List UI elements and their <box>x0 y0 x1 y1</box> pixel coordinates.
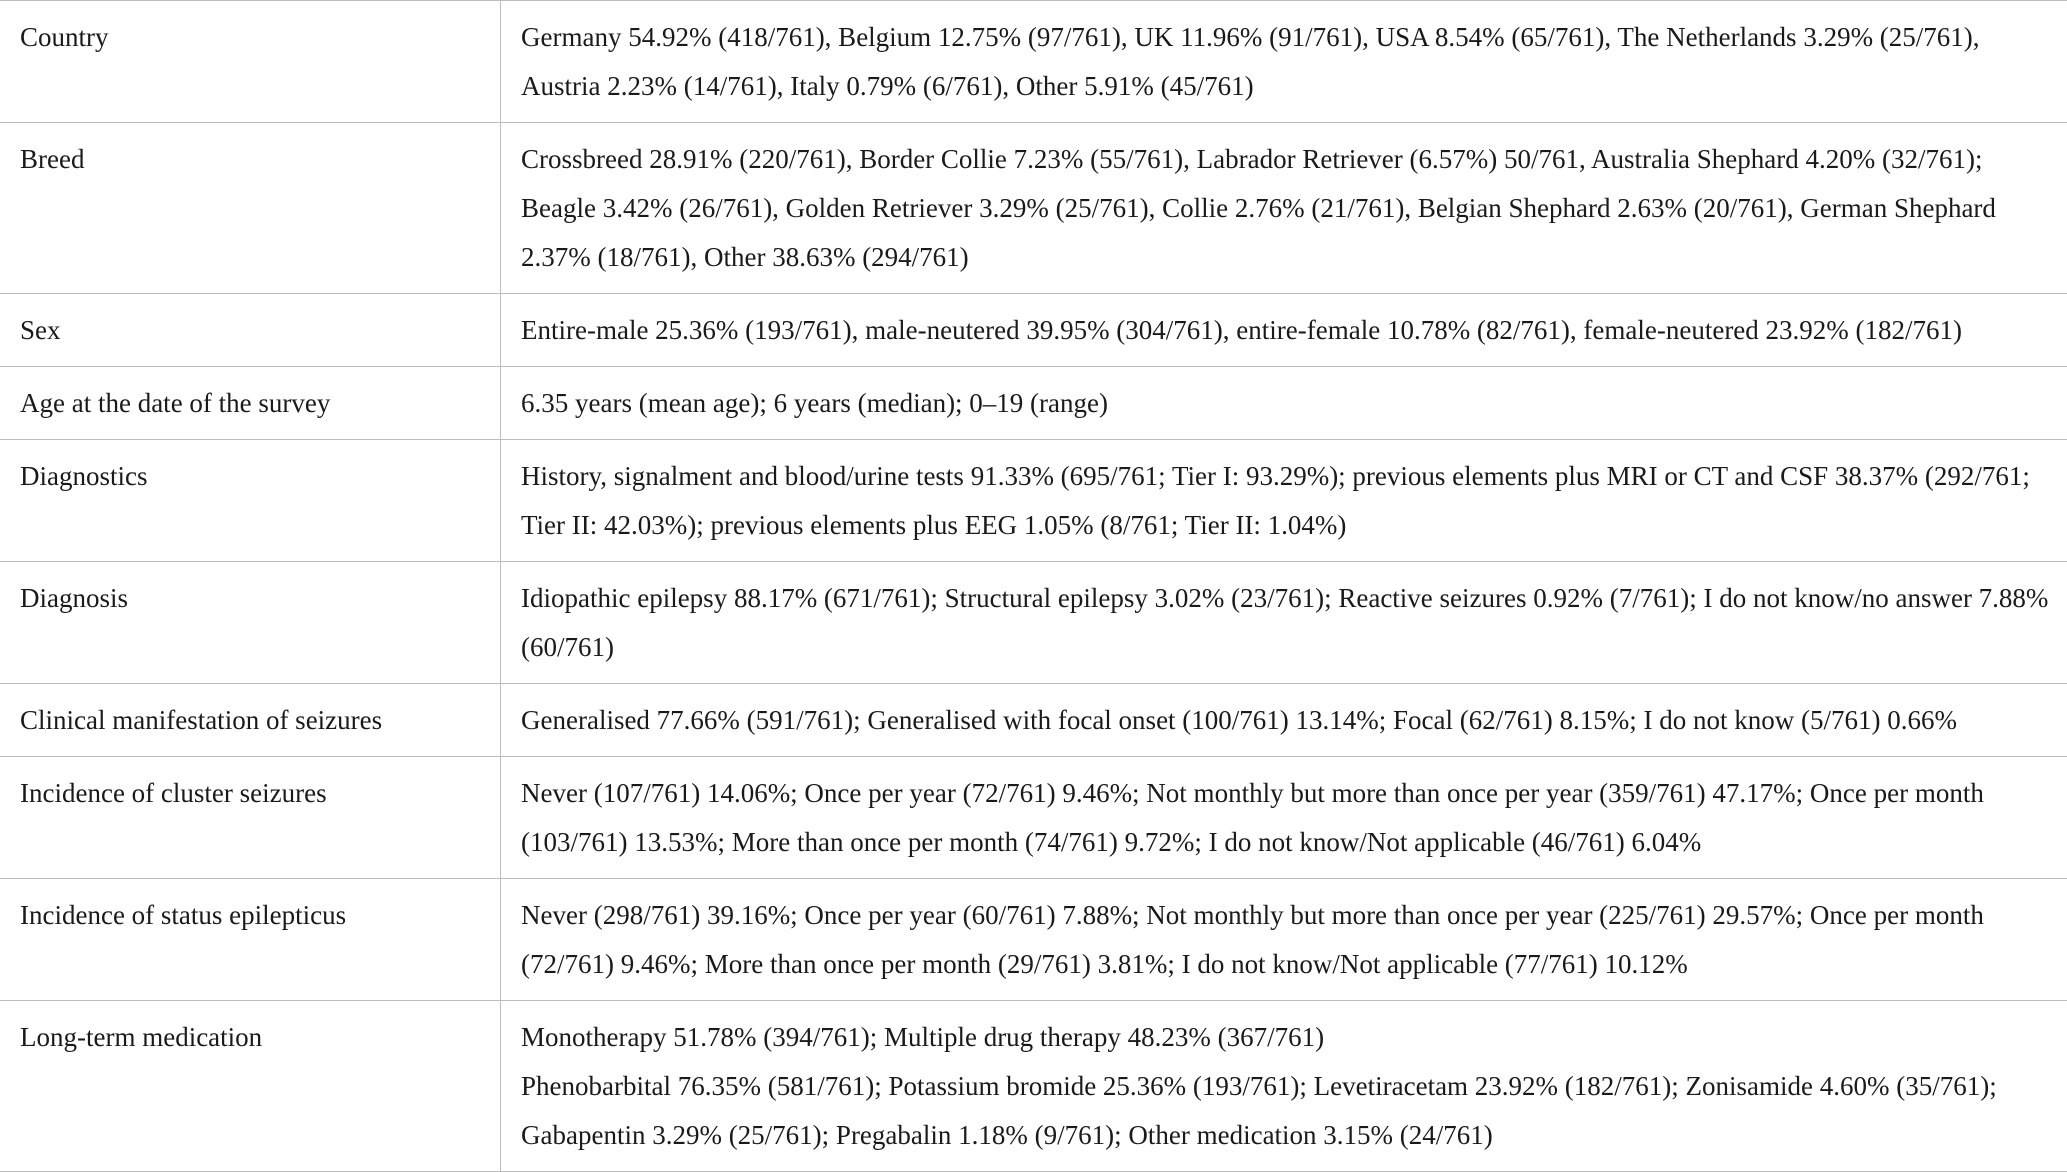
row-label: Country <box>0 1 501 123</box>
row-value <box>501 1 2067 123</box>
row-value <box>501 1001 2067 1172</box>
row-label: Age at the date of the survey <box>0 367 501 440</box>
row-label: Breed <box>0 123 501 294</box>
table-row <box>0 879 2067 1001</box>
row-value-text: History, signalment and blood/urine tests 91.33% (695/761; Tier I: 93.29%); previous elements plus MRI or CT and CSF 38.37% (292/761; Tier II: 42.03%); previous elements plus EEG 1.05% (8/761; Tier II: 1.04%) <box>521 452 2049 550</box>
table-row <box>0 1001 2067 1172</box>
table-row <box>0 684 2067 757</box>
row-value <box>501 562 2067 684</box>
table-row <box>0 294 2067 367</box>
row-value <box>501 684 2067 757</box>
table-row <box>0 123 2067 294</box>
table-row <box>0 757 2067 879</box>
row-label: Incidence of status epilepticus <box>0 879 501 1001</box>
row-value-text: Generalised 77.66% (591/761); Generalised with focal onset (100/761) 13.14%; Focal (62/761) 8.15%; I do not know (5/761) 0.66% <box>521 696 2049 745</box>
table-row <box>0 1 2067 123</box>
row-value <box>501 294 2067 367</box>
table-row <box>0 367 2067 440</box>
row-label: Incidence of cluster seizures <box>0 757 501 879</box>
row-value-text: Never (298/761) 39.16%; Once per year (60/761) 7.88%; Not monthly but more than once per year (225/761) 29.57%; Once per month (72/761) 9.46%; More than once per month (29/761) 3.81%; I do not know/Not applicable (77/761) 10.12% <box>521 891 2049 989</box>
row-value <box>501 440 2067 562</box>
row-label: Diagnosis <box>0 562 501 684</box>
row-value-text: Crossbreed 28.91% (220/761), Border Collie 7.23% (55/761), Labrador Retriever (6.57%) 50/761, Australia Shephard 4.20% (32/761); Beagle 3.42% (26/761), Golden Retriever 3.29% (25/761), Collie 2.76% (21/761), Belgian Shephard 2.63% (20/761), German Shephard 2.37% (18/761), Other 38.63% (294/761) <box>521 135 2049 282</box>
row-value-text: 6.35 years (mean age); 6 years (median); 0–19 (range) <box>521 379 2049 428</box>
row-value-text: Never (107/761) 14.06%; Once per year (72/761) 9.46%; Not monthly but more than once per year (359/761) 47.17%; Once per month (103/761) 13.53%; More than once per month (74/761) 9.72%; I do not know/Not applicable (46/761) 6.04% <box>521 769 2049 867</box>
table-row <box>0 562 2067 684</box>
row-value-text: Phenobarbital 76.35% (581/761); Potassium bromide 25.36% (193/761); Levetiracetam 23.92% (182/761); Zonisamide 4.60% (35/761); Gabapentin 3.29% (25/761); Pregabalin 1.18% (9/761); Other medication 3.15% (24/761) <box>521 1062 2049 1160</box>
table-row <box>0 440 2067 562</box>
row-value-text: Entire-male 25.36% (193/761), male-neutered 39.95% (304/761), entire-female 10.78% (82/761), female-neutered 23.92% (182/761) <box>521 306 2049 355</box>
row-value <box>501 879 2067 1001</box>
row-value-text: Monotherapy 51.78% (394/761); Multiple drug therapy 48.23% (367/761) <box>521 1013 2049 1062</box>
row-value <box>501 367 2067 440</box>
row-label: Sex <box>0 294 501 367</box>
row-value-text: Germany 54.92% (418/761), Belgium 12.75% (97/761), UK 11.96% (91/761), USA 8.54% (65/761), The Netherlands 3.29% (25/761), Austria 2.23% (14/761), Italy 0.79% (6/761), Other 5.91% (45/761) <box>521 13 2049 111</box>
row-label: Clinical manifestation of seizures <box>0 684 501 757</box>
row-label: Long-term medication <box>0 1001 501 1172</box>
row-label: Diagnostics <box>0 440 501 562</box>
row-value <box>501 123 2067 294</box>
row-value <box>501 757 2067 879</box>
row-value-text: Idiopathic epilepsy 88.17% (671/761); Structural epilepsy 3.02% (23/761); Reactive seizures 0.92% (7/761); I do not know/no answer 7.88% (60/761) <box>521 574 2049 672</box>
